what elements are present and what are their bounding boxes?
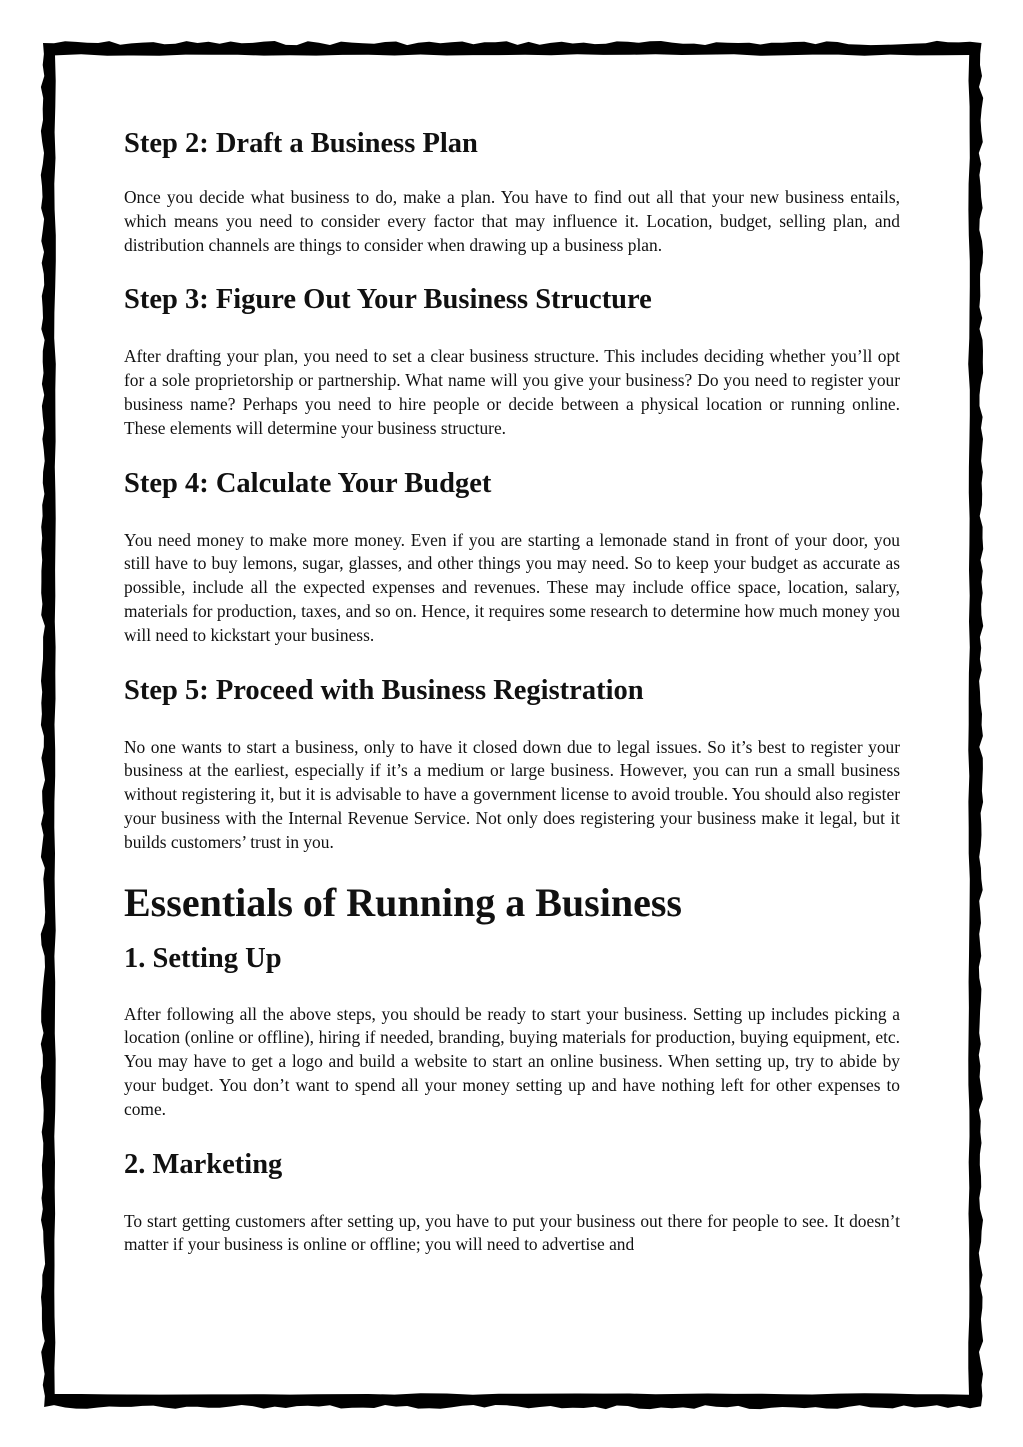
paragraph-step-4: You need money to make more money. Even if you are starting a lemonade stand in front of your door, you still have to buy lemons, sugar, glasses, and other things you may need. So to keep your budget as accurate as possible, include all the expected expenses and revenues. These may include office space, location, salary, materials for production, taxes, and so on. Hence, it requires some research to determine how much money you will need to kickstart your business.	[124, 529, 900, 645]
paragraph-step-3: After drafting your plan, you need to set a clear business structure. This includes deciding whether you’ll opt for a sole proprietorship or partnership. What name will you give your business? Do you need to register your business name? Perhaps you need to hire people or decide between a physical location or running online. These elements will determine your business structure.	[124, 346, 900, 438]
heading-marketing: 2. Marketing	[124, 1148, 283, 1180]
heading-step-5: Step 5: Proceed with Business Registration	[124, 674, 644, 706]
heading-step-2: Step 2: Draft a Business Plan	[124, 128, 478, 159]
heading-step-4: Step 4: Calculate Your Budget	[124, 467, 492, 499]
paragraph-setting-up: After following all the above steps, you should be ready to start your business. Setting up includes picking a location (online or offline), hiring if needed, branding, buying materials for production, buying equipment, etc. You may have to get a logo and build a website to start an online business. When setting up, try to abide by your budget. You don’t want to spend all your money setting up and have nothing left for other expenses to come.	[124, 1003, 900, 1119]
heading-step-3: Step 3: Figure Out Your Business Structure	[124, 284, 652, 316]
heading-essentials: Essentials of Running a Business	[124, 879, 682, 925]
paragraph-step-2: Once you decide what business to do, make a plan. You have to find out all that your new business entails, which means you need to consider every factor that may influence it. Location, budget, selling plan, and distribution channels are things to consider when drawing up a business plan.	[124, 187, 900, 255]
paragraph-step-5: No one wants to start a business, only to have it closed down due to legal issues. So it’s best to register your business at the earliest, especially if it’s a medium or large business. However, you can run a small business without registering it, but it is advisable to have a government license to avoid trouble. You should also register your business with the Internal Revenue Service. Not only does registering your business make it legal, but it builds customers’ trust in you.	[124, 736, 900, 852]
paragraph-marketing: To start getting customers after setting up, you have to put your business out there for people to see. It doesn’t matter if your business is online or offline; you will need to advertise and	[124, 1210, 900, 1255]
heading-setting-up: 1. Setting Up	[124, 942, 282, 974]
document-body	[124, 118, 900, 1257]
